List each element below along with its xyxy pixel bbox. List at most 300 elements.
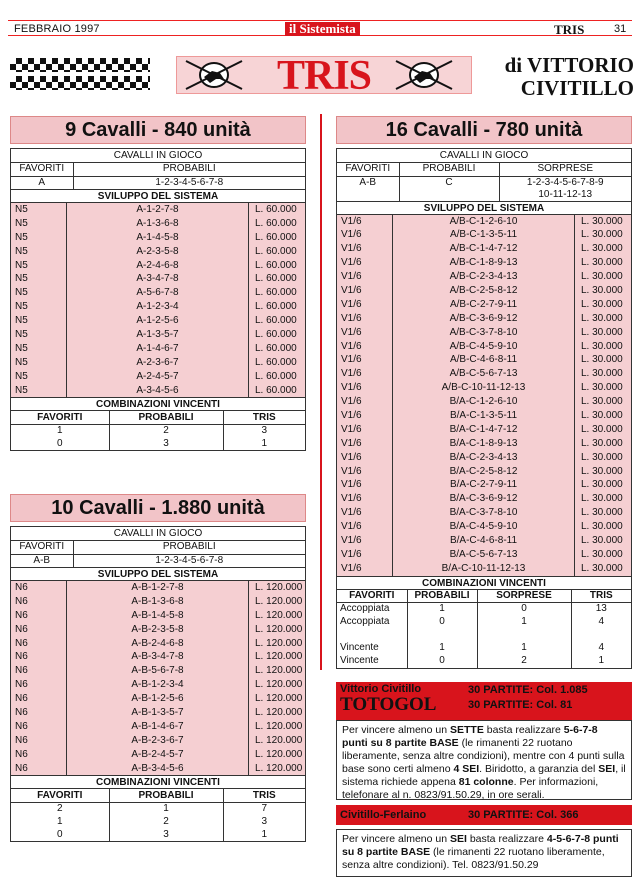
system-combination: A-B-2-4-6-8 [67,637,249,651]
system-cost: L. 120.000 [255,693,303,705]
col-header: PROBABILI [407,590,477,603]
col-header: SORPRESE [477,590,571,603]
system-code: N6 [11,720,67,734]
system-cost: L. 30.000 [581,271,623,283]
col-header: FAVORITI [11,163,73,176]
text: . Per informazioni, telefonare al n. 0823/91.50.29, in ore serali. [342,776,599,801]
table-caption: CAVALLI IN GIOCO [11,527,305,541]
system-row [337,215,631,229]
system-cost: L. 30.000 [581,229,623,241]
system-row [337,451,631,465]
system-code: N6 [11,609,67,623]
table-cell: 2 [11,802,109,815]
col-header: PROBABILI [109,789,223,802]
system-code: N6 [11,664,67,678]
system-combination: A-2-4-5-7 [67,370,249,384]
system-row [11,300,305,314]
col-header: FAVORITI [11,541,73,554]
col-header: PROBABILI [73,541,305,554]
table-row [337,616,631,629]
system-cost: L. 60.000 [255,384,297,396]
system-combination: A-B-3-4-7-8 [67,650,249,664]
table-row [337,655,631,668]
system-row [337,506,631,520]
winning-table [11,789,305,841]
system-code: V1/6 [337,534,393,548]
surprise-line-2: 10-11-12-13 [538,188,593,200]
table-cell: 1 [11,424,109,437]
system-combination: A/B-C-4-6-8-11 [393,353,575,367]
system-cost: L. 30.000 [581,521,623,533]
system-cost: L. 60.000 [255,204,297,215]
system-code: V1/6 [337,520,393,534]
system-cost: L. 30.000 [581,354,623,366]
checkered-flag-pattern [10,58,150,72]
system-row [11,692,305,706]
horses-table [11,163,305,189]
system-combination: A-1-4-5-8 [67,231,249,245]
logo-title: TRIS [276,53,372,99]
table-row [337,642,631,655]
system-cost: L. 60.000 [255,370,297,382]
system-cost: L. 30.000 [581,437,623,449]
system-combination: A/B-C-3-6-9-12 [393,312,575,326]
civitillo-ferlaino-banner [336,805,632,825]
system-code: V1/6 [337,437,393,451]
system-cost: L. 30.000 [581,534,623,546]
system-row [337,284,631,298]
table-cell: Accoppiata [337,616,407,629]
system-code: N5 [11,231,67,245]
system-row [337,340,631,354]
text: Per vincere almeno un [342,724,450,736]
system-cost: L. 30.000 [581,493,623,505]
system-cost: L. 30.000 [581,465,623,477]
system-code: V1/6 [337,340,393,354]
system-cost: L. 30.000 [581,382,623,394]
system-row [11,609,305,623]
system-row [11,342,305,356]
system-row [337,298,631,312]
text-bold: SETTE [449,724,484,736]
system-combination: A/B-C-4-5-9-10 [393,340,575,354]
system-combination: A/B-C-2-5-8-12 [393,284,575,298]
table-cell: A-B [11,554,73,567]
table-cell: 2 [109,424,223,437]
system-row [337,381,631,395]
system-row [11,203,305,217]
table-cell: 13 [571,603,631,616]
system-row [11,762,305,776]
table-cell: 3 [223,424,305,437]
system-row [337,520,631,534]
system-code: N6 [11,678,67,692]
table-cell [337,629,407,642]
system-row [337,492,631,506]
table-row [337,603,631,616]
system-cost: L. 120.000 [255,762,303,774]
system-code: V1/6 [337,353,393,367]
system-cost: L. 120.000 [255,720,303,732]
system-combination: A-2-4-6-8 [67,259,249,273]
system-combination: A/B-C-1-8-9-13 [393,256,575,270]
system-combination: A-3-4-7-8 [67,272,249,286]
promo-text-2 [336,829,632,877]
system-combination: A-B-5-6-7-8 [67,664,249,678]
system-cost: L. 120.000 [255,734,303,746]
system-row [11,245,305,259]
table-cell: 3 [109,437,223,450]
system-combination: A/B-C-3-7-8-10 [393,326,575,340]
system-code: V1/6 [337,215,393,229]
system-cost: L. 60.000 [255,356,297,368]
system-combination: A-1-3-5-7 [67,328,249,342]
system-code: N5 [11,217,67,231]
text: (le rimanenti 22 ruotano liberamente, senza altre condizioni). Tel. 0823/91.50.29 [342,846,605,871]
system-cost: L. 120.000 [255,582,303,593]
system-cost: L. 30.000 [581,548,623,560]
system-row [11,328,305,342]
system-code: V1/6 [337,548,393,562]
system-code: V1/6 [337,562,393,576]
promo-line: 30 PARTITE: Col. 366 [468,809,579,821]
system-row [337,478,631,492]
system-combination: A/B-C-5-6-7-13 [393,367,575,381]
table-cell: 7 [223,802,305,815]
system-code: N6 [11,650,67,664]
system-cost: L. 60.000 [255,329,297,341]
development-list [11,203,305,397]
system-row [337,423,631,437]
surprise-line-1: 1-2-3-4-5-6-7-8-9 [526,176,604,188]
table-cell: 1 [571,655,631,668]
system-cost: L. 60.000 [255,245,297,257]
system-row [11,231,305,245]
system-cost: L. 60.000 [255,315,297,327]
system-row [337,562,631,576]
system-combination: B/A-C-4-6-8-11 [393,534,575,548]
table-cell: 3 [223,815,305,828]
system-combination: B/A-C-2-7-9-11 [393,478,575,492]
system-cost: L. 30.000 [581,215,623,227]
system-combination: B/A-C-10-11-12-13 [393,562,575,576]
horse-racing-icon [182,57,246,93]
system-cost: L. 60.000 [255,273,297,285]
system-code: N6 [11,692,67,706]
col-header: TRIS [223,411,305,424]
col-header: PROBABILI [73,163,305,176]
table-cell: 4 [571,616,631,629]
col-header: FAVORITI [337,163,399,176]
table-caption: CAVALLI IN GIOCO [11,149,305,163]
system-combination: A-B-3-4-5-6 [67,762,249,776]
table-caption: CAVALLI IN GIOCO [337,149,631,163]
system-combination: A-B-2-3-5-8 [67,623,249,637]
system-combination: A/B-C-1-2-6-10 [393,215,575,229]
system-combination: A/B-C-2-3-4-13 [393,270,575,284]
text-bold: 5-6-7-8 punti su 8 partite BASE [342,724,598,749]
system-combination: B/A-C-1-3-5-11 [393,409,575,423]
system-cost: L. 60.000 [255,231,297,243]
system-row [337,312,631,326]
system-code: N5 [11,370,67,384]
horse-racing-icon [392,57,456,93]
system-code: V1/6 [337,423,393,437]
system-row [337,548,631,562]
system-combination: B/A-C-1-8-9-13 [393,437,575,451]
system-code: V1/6 [337,465,393,479]
system-code: V1/6 [337,409,393,423]
table-cell [571,629,631,642]
system-row [337,465,631,479]
system-row [337,326,631,340]
system-code: N5 [11,384,67,398]
system-cost: L. 30.000 [581,257,623,269]
table-cell: Vincente [337,642,407,655]
system-row [11,623,305,637]
system-row [11,581,305,595]
panel-title: 9 Cavalli - 840 unità [10,116,306,144]
table-cell: 0 [477,603,571,616]
table-cell: 1-2-3-4-5-6-7-8 [73,554,305,567]
development-list [337,215,631,576]
system-code: N5 [11,328,67,342]
system-cost: L. 60.000 [255,342,297,354]
promo-line-2: 30 PARTITE: Col. 81 [468,699,573,711]
text: (le rimanenti 22 ruotano liberamente, senza altre condizioni), mentre con 4 punti sulla base sono certi almeno [342,737,625,775]
system-row [337,256,631,270]
system-cost: L. 120.000 [255,651,303,663]
system-code: N5 [11,259,67,273]
system-code: V1/6 [337,492,393,506]
system-row [337,534,631,548]
system-combination: B/A-C-5-6-7-13 [393,548,575,562]
system-code: V1/6 [337,242,393,256]
col-header: TRIS [223,789,305,802]
author-byline [488,54,634,100]
table-cell: 1 [11,815,109,828]
system-table [10,148,306,451]
system-cost: L. 120.000 [255,707,303,719]
totogol-banner [336,682,632,720]
system-cost: L. 120.000 [255,637,303,649]
system-combination: A/B-C-10-11-12-13 [393,381,575,395]
system-row [337,270,631,284]
system-combination: B/A-C-3-7-8-10 [393,506,575,520]
table-cell: 1 [407,642,477,655]
system-row [337,353,631,367]
promo-game: TOTOGOL [340,694,437,715]
text: , il sistema richiede appena [342,763,626,788]
table-cell: 4 [571,642,631,655]
system-combination: A-B-1-2-5-6 [67,692,249,706]
table-cell: 2 [477,655,571,668]
author-line-2: CIVITILLO [520,76,634,100]
table-cell: 0 [407,655,477,668]
section-name: TRIS [554,22,585,37]
system-combination: B/A-C-3-6-9-12 [393,492,575,506]
system-cost: L. 30.000 [581,507,623,519]
system-row [11,706,305,720]
system-row [11,314,305,328]
system-code: N5 [11,356,67,370]
system-code: V1/6 [337,284,393,298]
promo-text-1 [336,720,632,800]
horses-table [337,163,631,201]
system-cost: L. 30.000 [581,284,623,296]
col-header: FAVORITI [11,411,109,424]
text-bold: 4 SEI [453,763,480,775]
system-combination: A-5-6-7-8 [67,286,249,300]
system-combination: B/A-C-1-4-7-12 [393,423,575,437]
magazine-brand: il Sistemista [285,22,360,36]
system-combination: A-B-1-2-7-8 [67,581,249,595]
system-code: V1/6 [337,270,393,284]
system-combination: A-1-2-7-8 [67,203,249,217]
system-row [11,217,305,231]
system-cost: L. 120.000 [255,595,303,607]
system-row [11,370,305,384]
system-cost: L. 120.000 [255,665,303,677]
winning-table [337,590,631,668]
system-code: V1/6 [337,326,393,340]
table-cell: 2 [109,815,223,828]
system-combination: A-B-2-4-5-7 [67,748,249,762]
table-cell: 1 [407,603,477,616]
winning-title: COMBINAZIONI VINCENTI [11,397,305,411]
panel-title: 16 Cavalli - 780 unità [336,116,632,144]
page-number: 31 [614,23,627,35]
col-header: FAVORITI [337,590,407,603]
system-row [11,650,305,664]
system-code: N6 [11,623,67,637]
system-cost: L. 30.000 [581,451,623,463]
table-cell [477,629,571,642]
system-row [11,356,305,370]
system-combination: A-1-4-6-7 [67,342,249,356]
system-combination: A-B-1-3-5-7 [67,706,249,720]
horses-table [11,541,305,567]
system-cost: L. 30.000 [581,562,623,574]
system-combination: B/A-C-2-3-4-13 [393,451,575,465]
development-list [11,581,305,775]
system-combination: A-2-3-5-8 [67,245,249,259]
system-cost: L. 120.000 [255,679,303,691]
system-cost: L. 30.000 [581,326,623,338]
system-code: V1/6 [337,367,393,381]
system-cost: L. 60.000 [255,301,297,313]
col-header: PROBABILI [399,163,499,176]
system-code: N5 [11,286,67,300]
col-header: FAVORITI [11,789,109,802]
system-code: V1/6 [337,395,393,409]
development-title: SVILUPPO DEL SISTEMA [11,189,305,203]
system-code: V1/6 [337,478,393,492]
system-cost: L. 30.000 [581,368,623,380]
system-code: N5 [11,245,67,259]
col-header: PROBABILI [109,411,223,424]
text-bold: 4-5-6-7-8 punti su 8 partite BASE [342,833,619,858]
system-combination: A-1-2-5-6 [67,314,249,328]
promo-line-1: 30 PARTITE: Col. 1.085 [468,684,588,696]
system-row [337,437,631,451]
text-bold: 81 colonne [458,776,514,788]
table-row [337,629,631,642]
system-cost: L. 120.000 [255,748,303,760]
table-cell [499,176,631,201]
system-table [336,148,632,669]
system-code: N6 [11,762,67,776]
col-header: TRIS [571,590,631,603]
table-cell: 1 [223,437,305,450]
text: basta realizzare [466,833,547,845]
system-combination: A-B-1-2-3-4 [67,678,249,692]
text-bold: SEI [449,833,467,845]
system-code: V1/6 [337,451,393,465]
system-code: N5 [11,272,67,286]
system-code: N5 [11,203,67,217]
system-code: V1/6 [337,256,393,270]
system-row [337,367,631,381]
system-code: N6 [11,706,67,720]
table-cell: 1 [109,802,223,815]
system-combination: A-B-1-4-6-7 [67,720,249,734]
system-cost: L. 60.000 [255,259,297,271]
system-cost: L. 30.000 [581,298,623,310]
text-bold: SEI [598,763,616,775]
system-combination: A/B-C-1-4-7-12 [393,242,575,256]
system-combination: B/A-C-1-2-6-10 [393,395,575,409]
system-code: N6 [11,748,67,762]
issue-date: FEBBRAIO 1997 [14,23,100,35]
table-cell: Accoppiata [337,603,407,616]
system-cost: L. 30.000 [581,396,623,408]
system-code: N5 [11,342,67,356]
system-cost: L. 120.000 [255,609,303,621]
table-cell [407,629,477,642]
system-cost: L. 30.000 [581,340,623,352]
system-code: N5 [11,314,67,328]
system-cost: L. 30.000 [581,243,623,255]
system-row [11,637,305,651]
table-cell: 0 [11,437,109,450]
promo-author: Vittorio Civitillo [340,683,422,695]
system-combination: A-2-3-6-7 [67,356,249,370]
system-combination: A-1-2-3-4 [67,300,249,314]
system-row [11,259,305,273]
system-code: V1/6 [337,228,393,242]
system-row [11,595,305,609]
promo-author: Civitillo-Ferlaino [340,809,427,821]
table-cell: 0 [11,828,109,841]
system-combination: A-B-2-3-6-7 [67,734,249,748]
system-cost: L. 30.000 [581,479,623,491]
table-cell: Vincente [337,655,407,668]
table-cell: A-B [337,176,399,201]
system-combination: A/B-C-2-7-9-11 [393,298,575,312]
system-row [11,664,305,678]
table-cell: A [11,176,73,189]
table-cell: 1 [223,828,305,841]
system-code: V1/6 [337,506,393,520]
system-cost: L. 30.000 [581,423,623,435]
table-cell: 1 [477,616,571,629]
table-cell: C [399,176,499,201]
system-row [337,409,631,423]
table-cell: 3 [109,828,223,841]
author-line-1: di VITTORIO [504,53,634,77]
system-row [11,748,305,762]
